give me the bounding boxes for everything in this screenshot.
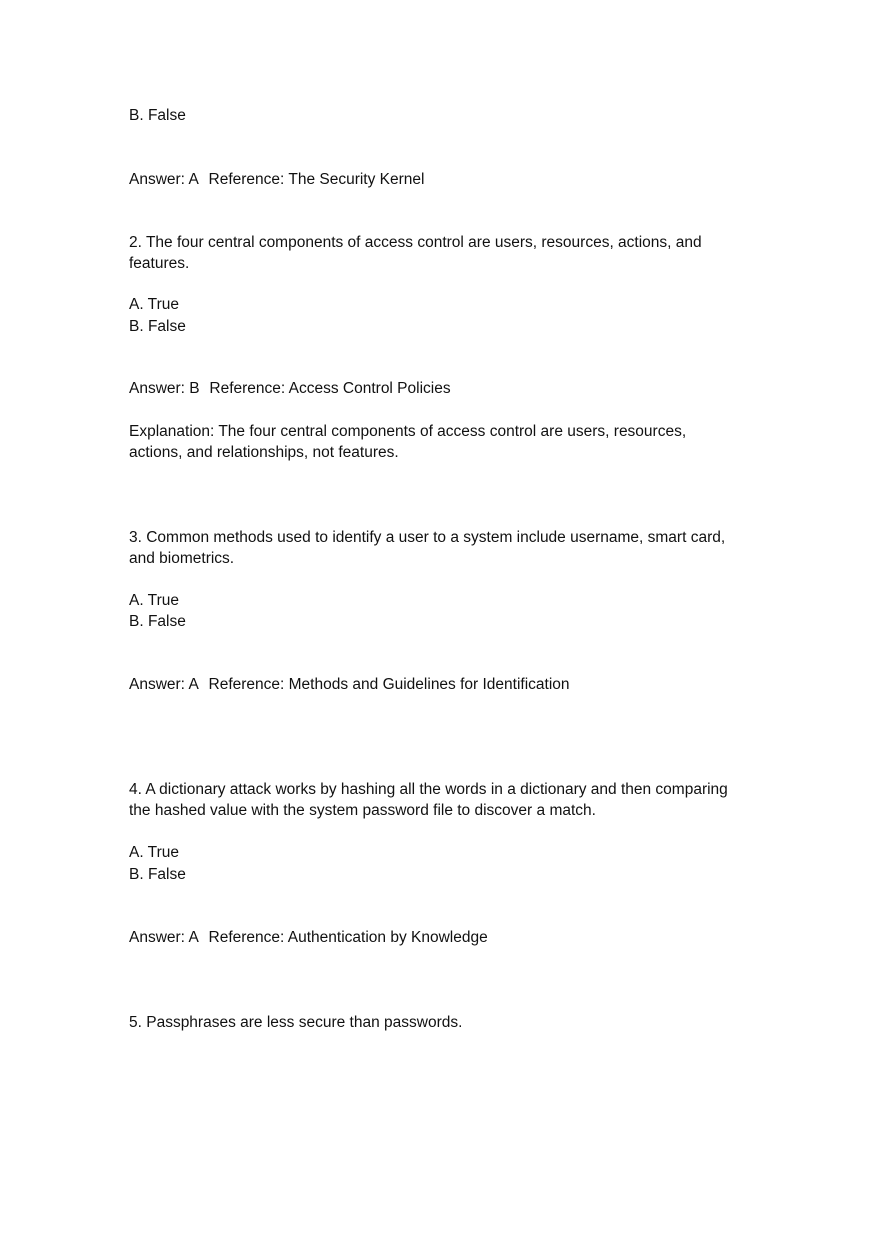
q4-answer-line bbox=[129, 927, 769, 948]
q3-answer: Answer: A bbox=[129, 676, 199, 693]
q3-reference: Reference: Methods and Guidelines for Identification bbox=[208, 676, 570, 693]
q2-answer: Answer: B bbox=[129, 380, 200, 397]
q1-answer-line bbox=[129, 169, 769, 190]
q2-explanation-line1: Explanation: The four central components of access control are users, resources, bbox=[129, 423, 687, 440]
q3-answer-line bbox=[129, 674, 769, 695]
q3-option-b: B. False bbox=[129, 613, 186, 630]
q1-reference: Reference: The Security Kernel bbox=[208, 171, 425, 188]
q2-option-a: A. True bbox=[129, 296, 179, 313]
q3-text-line2: and biometrics. bbox=[129, 550, 235, 567]
q2-text-line1: 2. The four central components of access control are users, resources, actions, and bbox=[129, 234, 702, 251]
q1-answer: Answer: A bbox=[129, 171, 199, 188]
q4-answer: Answer: A bbox=[129, 929, 199, 946]
q2-option-b: B. False bbox=[129, 318, 186, 335]
q4-reference: Reference: Authentication by Knowledge bbox=[208, 929, 488, 946]
q2-reference: Reference: Access Control Policies bbox=[209, 380, 451, 397]
q2-explanation-line2: actions, and relationships, not features. bbox=[129, 444, 399, 461]
q2-answer-line bbox=[129, 378, 769, 399]
q4-option-a: A. True bbox=[129, 844, 179, 861]
q3-option-a: A. True bbox=[129, 592, 179, 609]
q1-option-b: B. False bbox=[129, 107, 186, 124]
q4-text-line1: 4. A dictionary attack works by hashing all the words in a dictionary and then comparing bbox=[129, 781, 728, 798]
q4-option-b: B. False bbox=[129, 866, 186, 883]
q5-text-line1: 5. Passphrases are less secure than passwords. bbox=[129, 1014, 463, 1031]
q4-text-line2: the hashed value with the system password file to discover a match. bbox=[129, 802, 596, 819]
q3-text-line1: 3. Common methods used to identify a user to a system include username, smart card, bbox=[129, 529, 726, 546]
q2-text-line2: features. bbox=[129, 255, 190, 272]
